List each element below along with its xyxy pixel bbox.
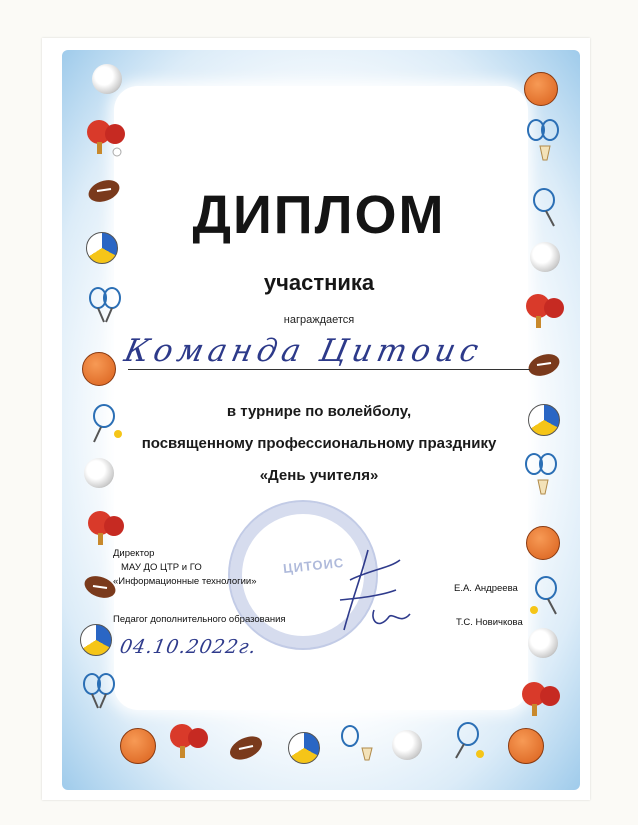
team-name-underline [128, 369, 530, 370]
ping-pong-paddle-icon [524, 292, 566, 332]
stamp-text: ЦИТОИС [282, 554, 345, 577]
director-block [113, 547, 257, 589]
soccer-ball-icon [528, 628, 558, 658]
team-name-handwritten: Команда Цитоис [121, 333, 487, 369]
tournament-line-1: в турнире по волейболу, [226, 403, 412, 420]
tournament-line-3: «День учителя» [259, 467, 379, 484]
basketball-icon [524, 72, 558, 106]
tennis-racket-icon [526, 574, 566, 616]
tournament-line-2: посвященному профессиональному празднику [141, 435, 497, 452]
ping-pong-paddle-icon [86, 510, 126, 550]
handwritten-signature [330, 540, 420, 640]
volleyball-icon [288, 732, 320, 764]
football-icon [226, 734, 266, 762]
director-role-line-2: МАУ ДО ЦТР и ГО [121, 562, 202, 573]
diploma-title: ДИПЛОМ [192, 185, 446, 245]
soccer-ball-icon [530, 242, 560, 272]
ping-pong-paddle-icon [85, 118, 127, 158]
tennis-racket-icon [522, 118, 564, 162]
ping-pong-paddle-icon [520, 680, 562, 720]
football-icon [526, 352, 562, 378]
basketball-icon [120, 728, 156, 764]
teacher-name: Т.С. Новичкова [456, 617, 523, 628]
tennis-racket-icon [446, 720, 486, 762]
teacher-role: Педагог дополнительного образования [113, 614, 286, 625]
basketball-icon [508, 728, 544, 764]
ping-pong-paddle-icon [168, 722, 210, 764]
volleyball-icon [80, 624, 112, 656]
diploma-subtitle: участника [263, 270, 375, 295]
soccer-ball-icon [92, 64, 122, 94]
handwritten-date: 04.10.2022г. [118, 636, 259, 658]
awarded-label: награждается [283, 314, 355, 326]
tennis-racket-icon [78, 672, 120, 712]
basketball-icon [82, 352, 116, 386]
director-role-line-1: Директор [113, 548, 155, 559]
director-name: Е.А. Андреева [454, 583, 518, 594]
basketball-icon [526, 526, 560, 560]
soccer-ball-icon [392, 730, 422, 760]
director-role-line-3: «Информационные технологии» [113, 576, 257, 587]
shuttlecock-icon [336, 724, 376, 764]
